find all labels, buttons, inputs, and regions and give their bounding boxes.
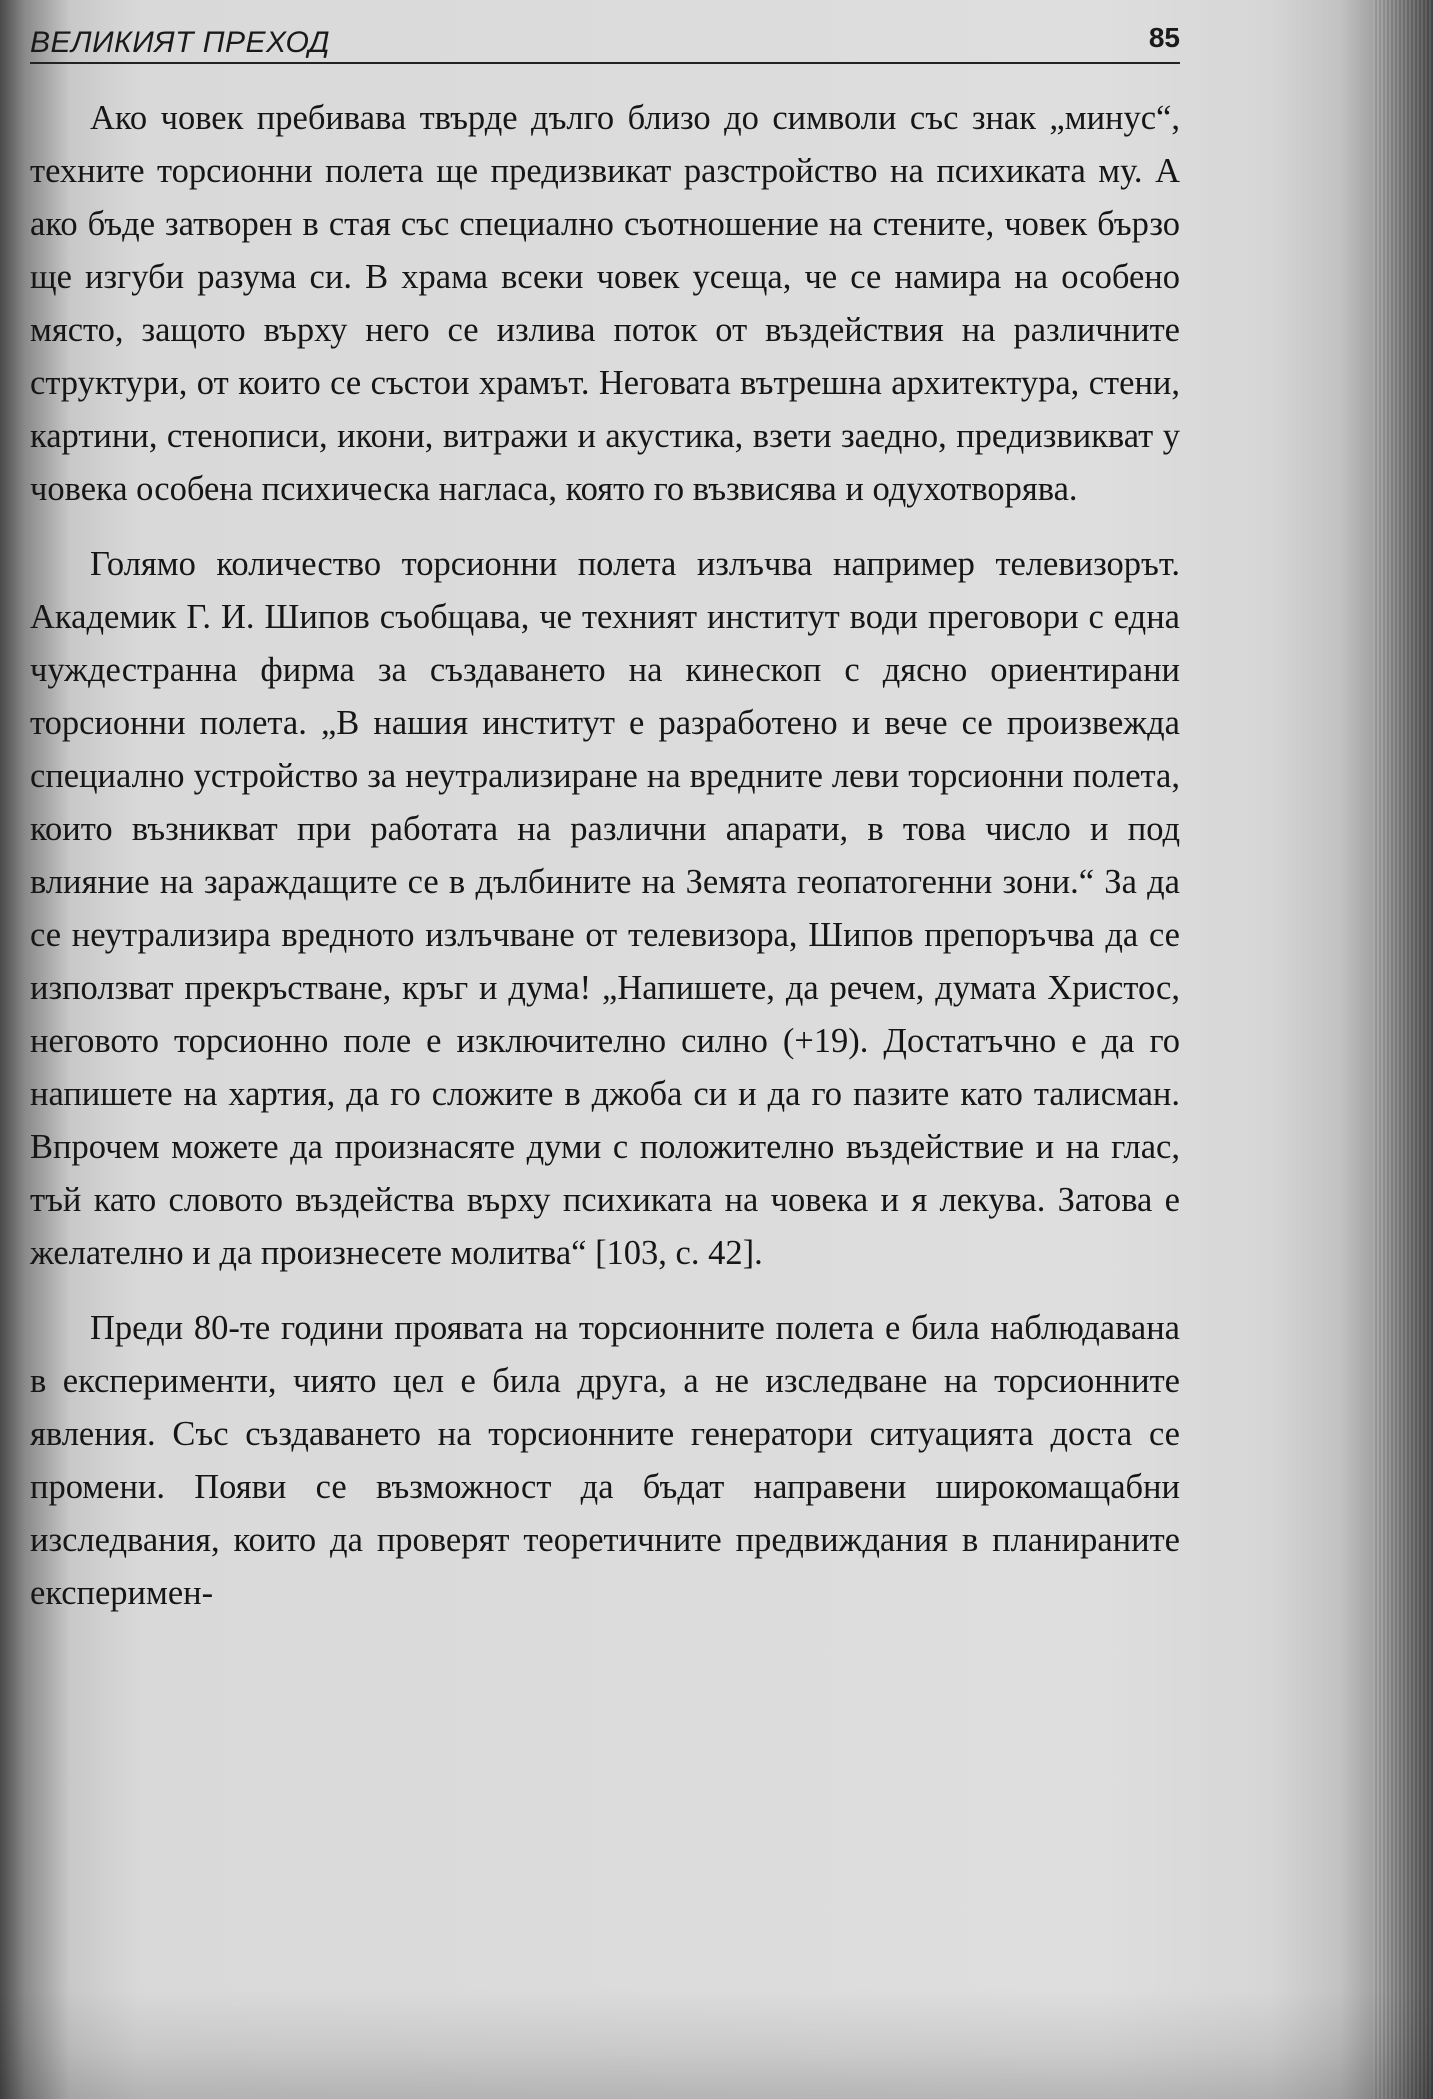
paragraph: Преди 80-те години проявата на торсионните полета е била наблюдавана в експерименти, чиято цел е била друга, а не изследване на торсионните явления. Със създаването на торсионните генератори ситуацията доста се промени. Появи се възможност да бъдат направени широкомащабни изследвания, които да проверят теоретичните предвиждания в планираните експеримен- [30,1309,1180,1612]
page-header [30,22,1180,66]
paragraph: Ако човек пребивава твърде дълго близо до символи със знак „минус“, техните торсионни полета ще предизвикат разстройство на психиката му. А ако бъде затворен в стая със специално съотношение на стените, човек бързо ще изгуби разума си. В храма всеки човек усеща, че се намира на особено място, защото върху него се излива поток от въздействия на различните структури, от които се състои храмът. Неговата вътрешна архитектура, стени, картини, стенописи, икони, витражи и акустика, взети заедно, предизвикват у човека особена психическа нагласа, която го възвисява и одухотворява. [30,99,1180,508]
page-edge-shadow [1373,0,1433,2099]
page-number: 85 [1148,22,1180,53]
paragraph: Голямо количество торсионни полета излъчва например телевизорът. Академик Г. И. Шипов съобщава, че техният институт води преговори с една чуждестранна фирма за създаването на кинескоп с дясно ориентирани торсионни полета. „В нашия институт е разработено и вече се произвежда специално устройство за неутрализиране на вредните леви торсионни полета, които възникват при работата на различни апарати, в това число и под влияние на зараждащите се в дълбините на Земята геопатогенни зони.“ За да се неутрализира вредното излъчване от телевизора, Шипов препоръчва да се използват прекръстване, кръг и дума! „Напишете, да речем, думата Христос, неговото торсионно поле е изключително силно (+19). Достатъчно е да го напишете на хартия, да го сложите в джоба си и да го пазите като талисман. Впрочем можете да произнасяте думи с положително въздействие и на глас, тъй като словото въздейства върху психиката на човека и я лекува. Затова е желателно и да произнесете молитва“ [103, с. 42]. [30,545,1180,1272]
running-head: ВЕЛИКИЯТ ПРЕХОД [30,26,330,59]
body-text [30,92,1180,1620]
header-rule [30,62,1180,64]
bottom-shadow [0,1989,1433,2099]
